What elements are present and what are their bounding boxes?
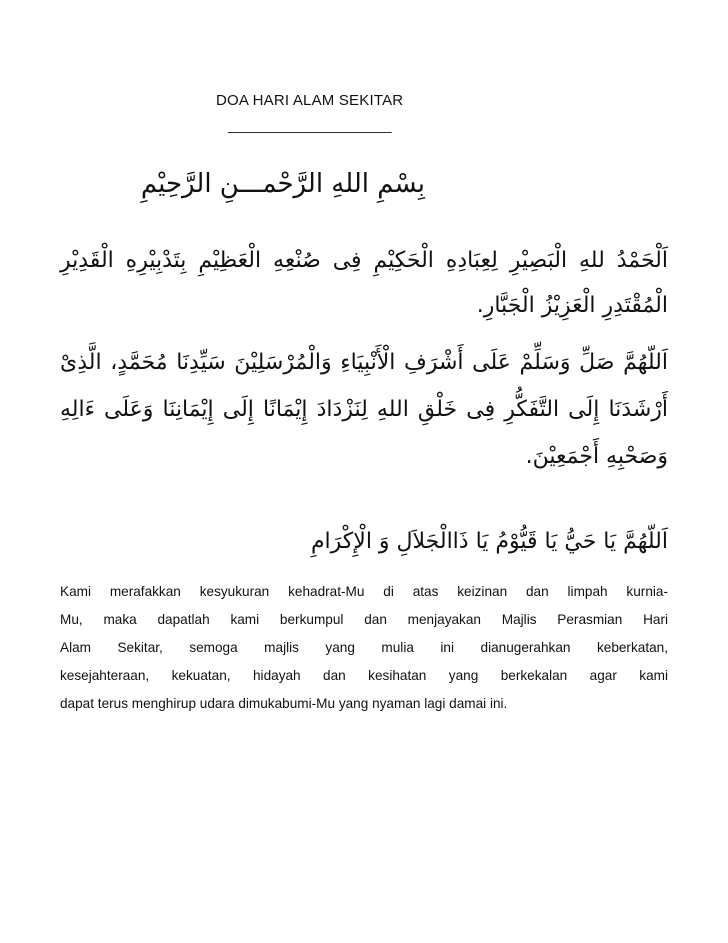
- document-title: DOA HARI ALAM SEKITAR: [216, 92, 404, 109]
- malay-line: dapat terus menghirup udara dimukabumi-Mu yang nyaman lagi damai ini.: [60, 696, 508, 711]
- dua-invocation-line: اَللّهُمَّ يَا حَيُّ يَا قَيُّوْمُ يَا ذَاالْجَلاَلِ وَ الْإِكْرَامِ: [310, 529, 668, 554]
- malay-line: Kami merafakkan kesyukuran kehadrat-Mu di atas keizinan dan limpah kurnia-: [60, 584, 668, 599]
- malay-line: Alam Sekitar, semoga majlis yang mulia ini dianugerahkan keberkatan,: [60, 640, 668, 655]
- malay-line: Mu, maka dapatlah kami berkumpul dan menjayakan Majlis Perasmian Hari: [60, 612, 668, 627]
- malay-line: kesejahteraan, kekuatan, hidayah dan kesihatan yang berkekalan agar kami: [60, 668, 668, 683]
- arabic-line: اَللّهُمَّ صَلِّ وَسَلِّمْ عَلَى أَشْرَفِ الْأَنْبِيَاءِ وَالْمُرْسَلِيْنَ سَيِّدِنَا مُحَمَّدٍ، الَّذِىْ: [60, 350, 668, 375]
- arabic-line: الْمُقْتَدِرِ الْعَزِيْزُ الْجَبَّارِ.: [476, 293, 668, 318]
- arabic-line: وَصَحْبِهِ أَجْمَعِيْنَ.: [525, 444, 668, 469]
- basmalah: بِسْمِ اللهِ الرَّحْمـــنِ الرَّحِيْمِ: [140, 169, 425, 199]
- title-underline: _____________________: [228, 117, 392, 133]
- malay-prayer-paragraph: [60, 578, 668, 718]
- arabic-line: أَرْشَدَنَا إِلَى التَّفَكُّرِ فِى خَلْقِ اللهِ لِنَزْدَادَ إِيْمَانًا إِلَى إِيْمَانِنَا وَعَلَى ءَالِهِ: [60, 397, 668, 422]
- arabic-salawat-paragraph: [60, 340, 668, 480]
- arabic-praise-paragraph: [60, 238, 668, 348]
- arabic-line: اَلْحَمْدُ للهِ الْبَصِيْرِ لِعِبَادِهِ الْحَكِيْمِ فِى صُنْعِهِ الْعَظِيْمِ بِتَدْبِيْرِهِ الْقَدِيْرِ: [60, 248, 668, 273]
